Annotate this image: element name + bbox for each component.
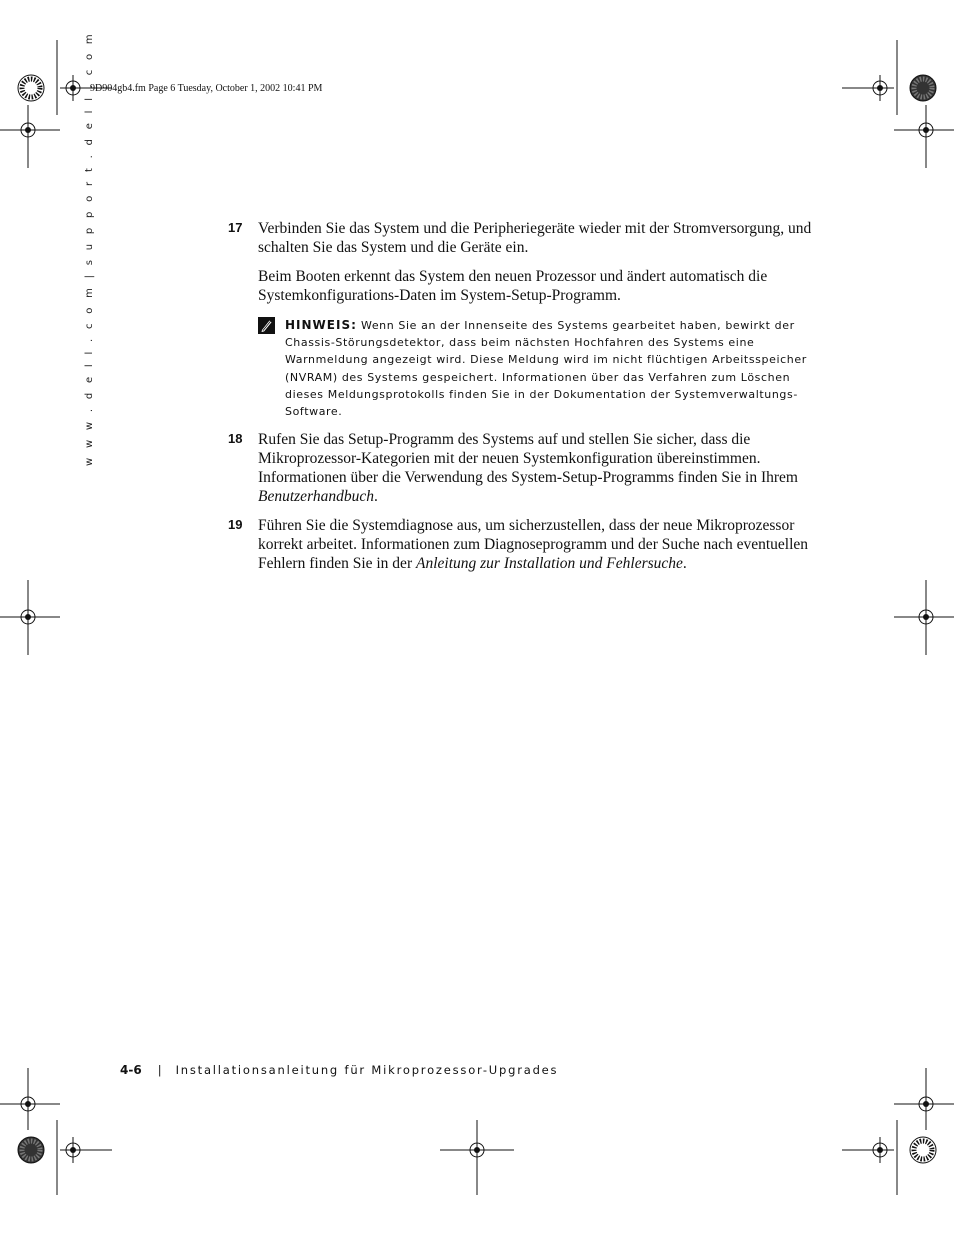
step-number: 17 [228, 220, 243, 235]
note-box [258, 317, 818, 420]
footer-title: Installationsanleitung für Mikroprozessor-Upgrades [175, 1063, 559, 1077]
page-content [228, 219, 818, 583]
note-pencil-icon [258, 317, 275, 334]
step-text: Führen Sie die Systemdiagnose aus, um sicherzustellen, dass der neue Mikroprozessor korrekt arbeitet. Informationen zum Diagnoseprogramm und der Suche nach eventuellen Fehlern finden Sie in der [258, 517, 809, 573]
page-footer [120, 1063, 558, 1077]
note-text: Wenn Sie an der Innenseite des Systems gearbeitet haben, bewirkt der Chassis-Störungsdetektor, dass beim nächsten Hochfahren des Systems eine Warnmeldung angezeigt wird. Diese Meldung wird im nicht flüchtigen Arbeitsspeicher (NVRAM) des Systems gespeichert. Informationen über das Verfahren zum Löschen dieses Meldungsprotokolls finden Sie in der Dokumentation der Systemverwaltungs-Software. [285, 319, 807, 419]
note-label: HINWEIS: [285, 318, 357, 332]
step-19: 19 Führen Sie die Systemdiagnose aus, um sicherzustellen, dass der neue Mikroprozessor korrekt arbeitet. Informationen zum Diagnoseprogramm und der Suche nach eventuellen Fehlern finden Sie in der Anleitung zur Installation und Fehlersuche. [228, 517, 809, 573]
step-number: 19 [228, 517, 243, 533]
step-text: Rufen Sie das Setup-Programm des Systems auf und stellen Sie sicher, dass die Mikroprozessor-Kategorien mit der neuen Systemkonfiguration übereinstimmen. Informationen über die Verwendung des System-Setup-Programms finden Sie in Ihrem [258, 431, 798, 487]
sidebar-url: w w w . d e l l . c o m | s u p p o r t . d e l l . c o m [84, 31, 95, 466]
step-number: 18 [228, 431, 243, 447]
print-slug: 9D904gb4.fm Page 6 Tuesday, October 1, 2002 10:41 PM [90, 83, 323, 94]
step-17 [228, 219, 818, 305]
step-18: 18 Rufen Sie das Setup-Programm des Systems auf und stellen Sie sicher, dass die Mikroprozessor-Kategorien mit der neuen Systemkonfiguration übereinstimmen. Informationen über die Verwendung des System-Setup-Programms finden Sie in Ihrem Benutzerhandbuch. [228, 431, 798, 506]
manual-title: Anleitung zur Installation und Fehlersuche [415, 555, 683, 573]
manual-title: Benutzerhandbuch [258, 488, 374, 506]
footer-separator: | [157, 1063, 162, 1077]
step-paragraph: Verbinden Sie das System und die Peripheriegeräte wieder mit der Stromversorgung, und schalten Sie das System und die Geräte ein. [258, 220, 812, 256]
step-paragraph: Beim Booten erkennt das System den neuen Prozessor und ändert automatisch die Systemkonfigurations-Daten im System-Setup-Programm. [258, 268, 768, 304]
page-number: 4-6 [120, 1063, 142, 1077]
